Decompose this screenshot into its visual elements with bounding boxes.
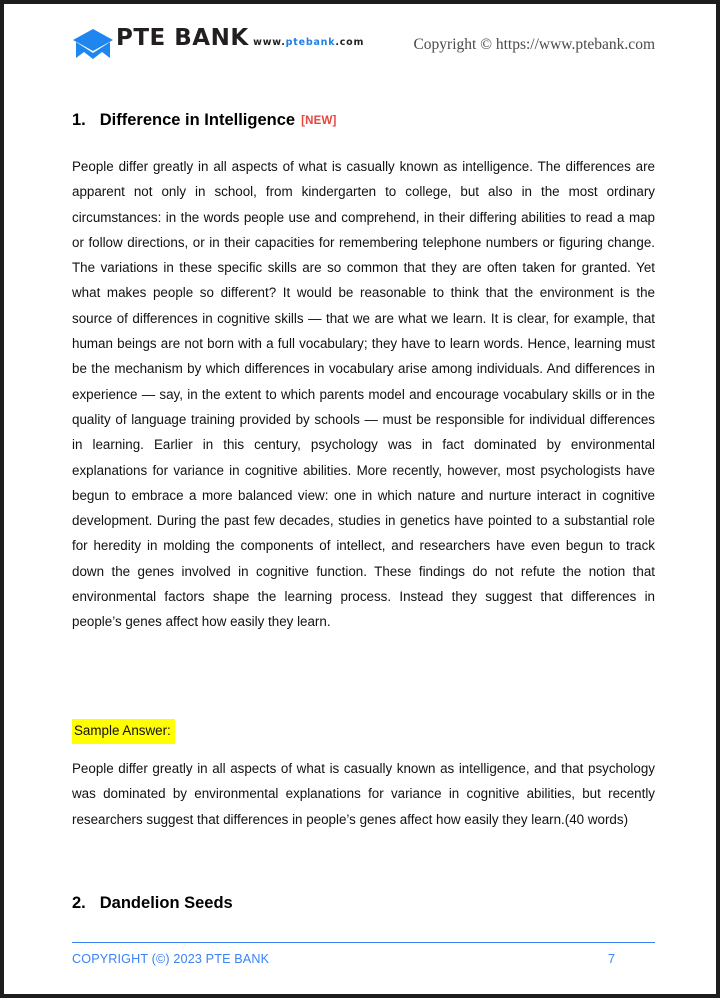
logo-brand-name: PTE BANK: [116, 25, 249, 51]
section-number-2: 2.: [72, 894, 86, 912]
graduation-cap-icon: [72, 28, 114, 62]
new-badge: [NEW]: [301, 115, 337, 127]
logo-text-block: [116, 27, 364, 50]
logo-url: [253, 37, 364, 48]
section-title-2: Dandelion Seeds: [99, 894, 233, 912]
sample-answer-label-wrap: [72, 719, 175, 744]
section-heading-2: [72, 894, 233, 913]
page-content: [69, 4, 655, 994]
sample-answer-text: People differ greatly in all aspects of what is casually known as intelligence, and that psychology was dominated by environmental explanations for variance in cognitive abilities, but recently researchers suggest that differences in people’s genes affect how easily they learn.(40 words): [72, 761, 655, 827]
logo-url-mid: ptebank: [285, 37, 336, 48]
page-header: [69, 25, 655, 80]
section-heading-1: [72, 111, 337, 130]
section-paragraph-1: People differ greatly in all aspects of what is casually known as intelligence. The differences are apparent not only in school, from kindergarten to college, but also in the most ordinary circumstances: in the words people use and comprehend, in their differing abilities to read a map or follow directions, or in their capacities for remembering telephone numbers or figuring change. The variations in these specific skills are so common that they are often taken for granted. Yet what makes people so different? It would be reasonable to think that the environment is the source of differences in cognitive skills — that we are what we learn. It is clear, for example, that human beings are not born with a full vocabulary; they have to learn words. Hence, learning must be the mechanism by which differences in vocabulary arise among individuals. And differences in experience — say, in the extent to which parents model and encourage vocabulary skills or in the quality of language training provided by schools — must be responsible for individual differences in learning. Earlier in this century, psychology was in fact dominated by environmental explanations for variance in cognitive abilities. More recently, however, most psychologists have begun to embrace a more balanced view: one in which nature and nurture interact in cognitive development. During the past few decades, studies in genetics have pointed to a substantial role for heredity in molding the components of intellect, and researchers have even begun to track down the genes involved in cognitive function. These findings do not refute the notion that environmental factors shape the learning process. Instead they suggest that differences in people’s genes affect how easily they learn.: [72, 159, 655, 630]
header-copyright: Copyright © https://www.ptebank.com: [413, 36, 655, 53]
footer-copyright: COPYRIGHT (©) 2023 PTE BANK: [72, 952, 270, 966]
logo-url-prefix: www.: [253, 37, 286, 48]
footer-page-number: 7: [607, 952, 615, 966]
section-number-1: 1.: [72, 111, 86, 129]
section-title-1: Difference in Intelligence: [99, 111, 296, 129]
page-footer: [72, 942, 655, 966]
sample-answer-label: Sample Answer:: [72, 719, 175, 744]
site-logo[interactable]: [72, 25, 365, 62]
logo-url-suffix: .com: [335, 37, 365, 48]
